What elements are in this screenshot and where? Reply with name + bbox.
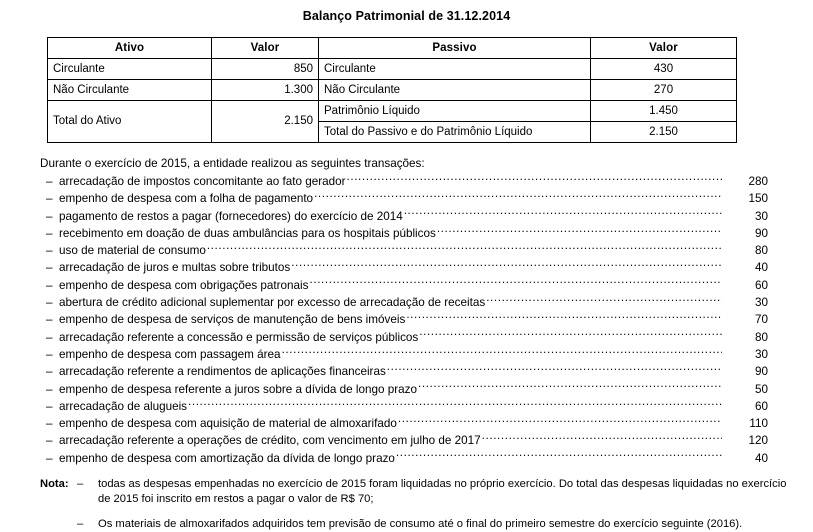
column-header-valor-passivo: Valor (591, 38, 737, 59)
transaction-value: 90 (754, 365, 768, 379)
transaction-label: arrecadação referente a rendimentos de aplicações financeiras (59, 365, 386, 379)
dot-leader (314, 189, 722, 202)
list-item (0, 293, 813, 310)
transaction-label: arrecadação referente a concessão e permissão de serviços públicos (59, 330, 419, 344)
dot-leader (282, 345, 722, 358)
list-item (0, 380, 813, 397)
list-item (0, 258, 813, 275)
list-item (0, 207, 813, 224)
cell-valor-total-ativo: 2.150 (212, 101, 319, 143)
transaction-label: empenho de despesa com passagem área (59, 347, 281, 361)
list-item (0, 241, 813, 258)
list-item (0, 449, 813, 466)
page-title: Balanço Patrimonial de 31.12.2014 (302, 9, 511, 23)
cell-valor-ativo-circulante: 850 (212, 59, 319, 80)
list-bullet-icon: – (46, 313, 53, 327)
intro-text: Durante o exercício de 2015, a entidade realizou as seguintes transações: (40, 157, 425, 170)
cell-valor-total-passivo-patrimonio: 2.150 (591, 122, 737, 143)
dot-leader (486, 293, 722, 306)
dot-leader (406, 310, 722, 323)
nota-text-1: todas as despesas empenhadas no exercício de 2015 foram liquidadas no próprio exercício. Do total das despesas liquidadas no exercício de 2015 foi inscrito em restos a pagar o valor de R$ 70; (98, 478, 787, 505)
column-header-valor-ativo: Valor (212, 38, 319, 59)
column-header-passivo: Passivo (319, 38, 591, 59)
table-row (48, 80, 737, 101)
transaction-label: empenho de despesa de serviços de manutenção de bens imóveis (59, 313, 406, 327)
list-bullet-icon: – (46, 417, 53, 431)
cell-ativo-nao-circulante: Não Circulante (48, 80, 212, 101)
list-item (0, 189, 813, 206)
transaction-label: empenho de despesa com aquisição de material de almoxarifado (59, 417, 397, 431)
list-bullet-icon: – (46, 382, 53, 396)
cell-total-ativo: Total do Ativo (48, 101, 212, 143)
dot-leader (418, 380, 722, 393)
list-item (0, 276, 813, 293)
list-bullet-icon: – (46, 244, 53, 258)
balance-sheet-table (47, 37, 737, 143)
list-item (0, 310, 813, 327)
list-bullet-icon: – (46, 296, 53, 310)
transaction-value: 60 (754, 399, 768, 413)
column-header-ativo: Ativo (48, 38, 212, 59)
transaction-value: 80 (754, 330, 768, 344)
list-bullet-icon: – (46, 347, 53, 361)
dot-leader (482, 431, 722, 444)
list-item (0, 362, 813, 379)
dot-leader (188, 397, 722, 410)
dot-leader (291, 258, 722, 271)
nota-label: Nota: (40, 478, 69, 491)
cell-valor-patrimonio-liquido: 1.450 (591, 101, 737, 122)
transaction-value: 40 (754, 261, 768, 275)
transaction-value: 30 (754, 209, 768, 223)
list-bullet-icon: – (46, 209, 53, 223)
list-item (0, 431, 813, 448)
transaction-label: pagamento de restos a pagar (fornecedores) do exercício de 2014 (59, 209, 403, 223)
transaction-value: 50 (754, 382, 768, 396)
balance-sheet-container (47, 37, 736, 143)
transaction-value: 40 (754, 451, 768, 465)
list-bullet-icon: – (46, 175, 53, 188)
list-bullet-icon: – (46, 226, 53, 240)
transaction-label: empenho de despesa com obrigações patronais (59, 278, 309, 292)
transaction-value: 30 (754, 347, 768, 361)
list-bullet-icon: – (46, 278, 53, 292)
transaction-label: uso de material de consumo (59, 244, 206, 258)
list-item (0, 328, 813, 345)
cell-valor-passivo-nao-circulante: 270 (591, 80, 737, 101)
transaction-value: 120 (748, 434, 768, 448)
transaction-value: 30 (754, 296, 768, 310)
dot-leader (387, 362, 722, 375)
nota-row-second (40, 517, 800, 532)
cell-passivo-nao-circulante: Não Circulante (319, 80, 591, 101)
list-bullet-icon: – (46, 399, 53, 413)
transactions-list (0, 172, 813, 466)
transaction-label: arrecadação de alugueis (59, 399, 188, 413)
table-row (48, 59, 737, 80)
transaction-label: empenho de despesa com amortização da dívida de longo prazo (59, 451, 395, 465)
transaction-value: 90 (754, 226, 768, 240)
list-bullet-icon: – (46, 434, 53, 448)
list-bullet-icon: – (46, 330, 53, 344)
list-item (0, 345, 813, 362)
nota-text-2: Os materiais de almoxarifados adquiridos tem previsão de consumo até o final do primeiro semestre do exercício seguinte (2016). (98, 518, 743, 531)
list-item (0, 172, 813, 189)
list-item (0, 224, 813, 241)
list-bullet-icon: – (46, 192, 53, 206)
cell-valor-ativo-nao-circulante: 1.300 (212, 80, 319, 101)
cell-patrimonio-liquido: Patrimônio Líquido (319, 101, 591, 122)
table-header-row (48, 38, 737, 59)
nota-block (40, 477, 800, 532)
transaction-value: 110 (749, 417, 768, 431)
dot-leader (419, 328, 722, 341)
dot-leader (404, 207, 722, 220)
cell-ativo-circulante: Circulante (48, 59, 212, 80)
nota-bullet-icon: – (77, 478, 84, 491)
nota-bullet-icon-2: – (77, 518, 84, 531)
transaction-label: arrecadação referente a operações de crédito, com vencimento em julho de 2017 (59, 434, 481, 448)
cell-valor-passivo-circulante: 430 (591, 59, 737, 80)
transaction-label: recebimento em doação de duas ambulâncias para os hospitais públicos (59, 226, 436, 240)
list-bullet-icon: – (46, 451, 53, 465)
nota-row-first (40, 477, 800, 506)
transaction-value: 150 (748, 192, 768, 206)
cell-passivo-circulante: Circulante (319, 59, 591, 80)
transaction-value: 80 (754, 244, 768, 258)
transaction-label: arrecadação de juros e multas sobre tributos (59, 261, 291, 275)
dot-leader (398, 414, 722, 427)
transaction-label: arrecadação de impostos concomitante ao fato gerador (59, 175, 346, 188)
transaction-value: 280 (748, 175, 768, 188)
list-bullet-icon: – (46, 261, 53, 275)
cell-total-passivo-patrimonio: Total do Passivo e do Patrimônio Líquido (319, 122, 591, 143)
dot-leader (207, 241, 722, 254)
transaction-value: 70 (754, 313, 768, 327)
transaction-label: empenho de despesa com a folha de pagamento (59, 192, 314, 206)
dot-leader (396, 449, 722, 462)
list-item (0, 397, 813, 414)
dot-leader (347, 172, 722, 185)
list-item (0, 414, 813, 431)
transaction-label: abertura de crédito adicional suplementar por excesso de arrecadação de receitas (59, 296, 486, 310)
list-bullet-icon: – (46, 365, 53, 379)
transaction-value: 60 (754, 278, 768, 292)
transaction-label: empenho de despesa referente a juros sobre a dívida de longo prazo (59, 382, 418, 396)
dot-leader (437, 224, 722, 237)
dot-leader (310, 276, 723, 289)
table-row (48, 101, 737, 122)
